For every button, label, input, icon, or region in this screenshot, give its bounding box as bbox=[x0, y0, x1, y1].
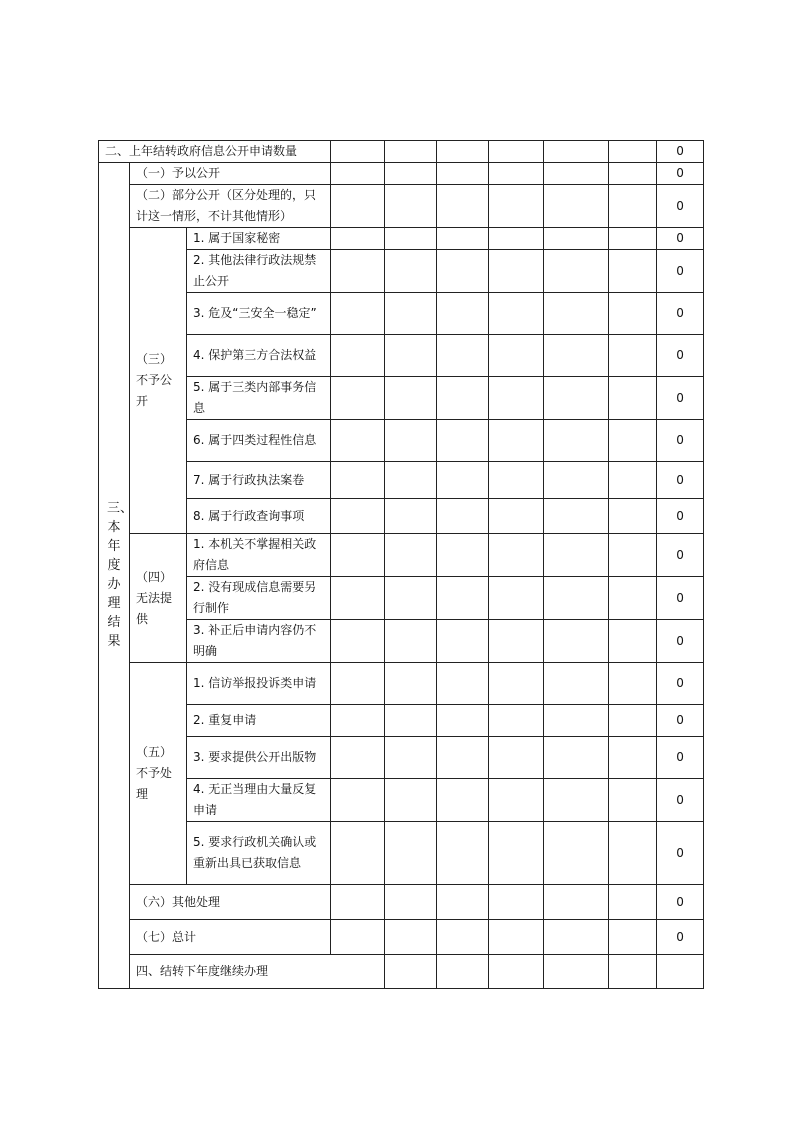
cannot-provide-item-label: 1. 本机关不掌握相关政府信息 bbox=[187, 534, 331, 577]
not-open-item-total: 0 bbox=[657, 228, 704, 250]
not-open-row bbox=[99, 420, 704, 462]
carry-in-row bbox=[99, 141, 704, 163]
cannot-provide-item-label: 2. 没有现成信息需要另行制作 bbox=[187, 577, 331, 620]
sum-total: 0 bbox=[657, 920, 704, 955]
not-open-item-total: 0 bbox=[657, 462, 704, 499]
not-open-item-label: 4. 保护第三方合法权益 bbox=[187, 335, 331, 377]
open-total: 0 bbox=[657, 163, 704, 185]
not-processed-row bbox=[99, 822, 704, 885]
not-processed-item-total: 0 bbox=[657, 822, 704, 885]
not-open-item-label: 5. 属于三类内部事务信息 bbox=[187, 377, 331, 420]
partial-label: （二）部分公开（区分处理的，只计这一情形，不计其他情形） bbox=[130, 185, 331, 228]
partial-total: 0 bbox=[657, 185, 704, 228]
not-open-row bbox=[99, 293, 704, 335]
other-row bbox=[99, 885, 704, 920]
not-open-row bbox=[99, 228, 704, 250]
cannot-provide-row bbox=[99, 577, 704, 620]
results-section-label: 三、本年度办理结果 bbox=[99, 163, 130, 989]
not-open-item-total: 0 bbox=[657, 499, 704, 534]
carry-in-label: 二、上年结转政府信息公开申请数量 bbox=[99, 141, 331, 163]
not-open-row bbox=[99, 250, 704, 293]
not-processed-item-label: 5. 要求行政机关确认或重新出具已获取信息 bbox=[187, 822, 331, 885]
cannot-provide-label: （四）无法提供 bbox=[130, 534, 187, 663]
not-processed-item-total: 0 bbox=[657, 705, 704, 737]
not-open-row bbox=[99, 462, 704, 499]
not-processed-item-label: 3. 要求提供公开出版物 bbox=[187, 737, 331, 779]
partial-row bbox=[99, 185, 704, 228]
not-open-item-total: 0 bbox=[657, 420, 704, 462]
not-processed-row bbox=[99, 663, 704, 705]
cannot-provide-row bbox=[99, 620, 704, 663]
not-open-label: （三）不予公开 bbox=[130, 228, 187, 534]
not-processed-item-total: 0 bbox=[657, 737, 704, 779]
not-open-row bbox=[99, 377, 704, 420]
not-open-item-label: 2. 其他法律行政法规禁止公开 bbox=[187, 250, 331, 293]
not-open-item-label: 7. 属于行政执法案卷 bbox=[187, 462, 331, 499]
not-open-row bbox=[99, 335, 704, 377]
other-total: 0 bbox=[657, 885, 704, 920]
not-open-item-total: 0 bbox=[657, 377, 704, 420]
not-processed-label: （五）不予处理 bbox=[130, 663, 187, 885]
not-open-item-total: 0 bbox=[657, 335, 704, 377]
not-processed-item-label: 1. 信访举报投诉类申请 bbox=[187, 663, 331, 705]
open-row bbox=[99, 163, 704, 185]
not-processed-row bbox=[99, 779, 704, 822]
not-open-item-label: 1. 属于国家秘密 bbox=[187, 228, 331, 250]
cannot-provide-item-total: 0 bbox=[657, 534, 704, 577]
not-open-row bbox=[99, 499, 704, 534]
other-label: （六）其他处理 bbox=[130, 885, 331, 920]
not-open-item-label: 8. 属于行政查询事项 bbox=[187, 499, 331, 534]
information-disclosure-table bbox=[98, 140, 704, 989]
cannot-provide-item-total: 0 bbox=[657, 620, 704, 663]
cannot-provide-item-total: 0 bbox=[657, 577, 704, 620]
sum-label: （七）总计 bbox=[130, 920, 331, 955]
cannot-provide-item-label: 3. 补正后申请内容仍不明确 bbox=[187, 620, 331, 663]
not-open-item-total: 0 bbox=[657, 250, 704, 293]
not-open-item-label: 3. 危及“三安全一稳定” bbox=[187, 293, 331, 335]
sum-row bbox=[99, 920, 704, 955]
carry-out-label: 四、结转下年度继续办理 bbox=[130, 955, 385, 989]
carry-out-row bbox=[99, 955, 704, 989]
carry-in-total: 0 bbox=[657, 141, 704, 163]
not-processed-row bbox=[99, 705, 704, 737]
not-processed-item-label: 4. 无正当理由大量反复申请 bbox=[187, 779, 331, 822]
not-processed-item-total: 0 bbox=[657, 779, 704, 822]
not-open-item-label: 6. 属于四类过程性信息 bbox=[187, 420, 331, 462]
not-processed-row bbox=[99, 737, 704, 779]
not-processed-item-total: 0 bbox=[657, 663, 704, 705]
cannot-provide-row bbox=[99, 534, 704, 577]
open-label: （一）予以公开 bbox=[130, 163, 331, 185]
not-processed-item-label: 2. 重复申请 bbox=[187, 705, 331, 737]
not-open-item-total: 0 bbox=[657, 293, 704, 335]
